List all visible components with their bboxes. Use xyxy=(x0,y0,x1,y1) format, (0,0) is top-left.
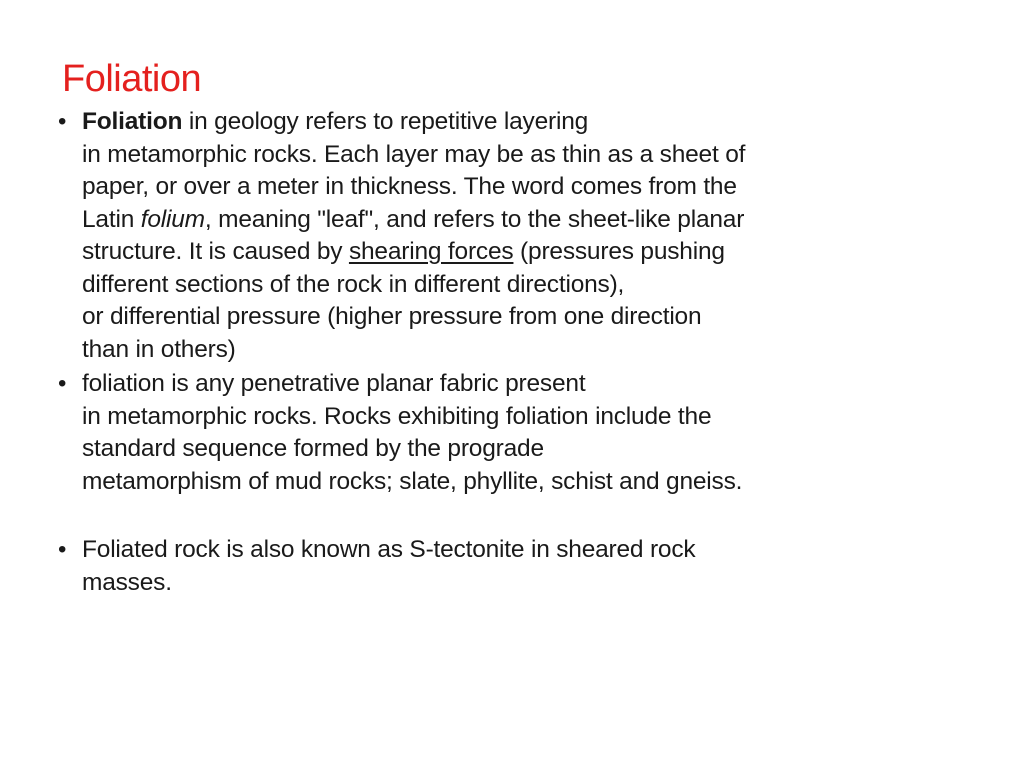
text-span: in geology refers to repetitive layering xyxy=(182,108,589,135)
text-span: structure. It is caused by xyxy=(82,238,349,265)
bullet-list xyxy=(58,106,978,599)
text-line: masses. xyxy=(82,568,172,596)
bullet-dot: • xyxy=(58,536,67,563)
text-line xyxy=(82,236,978,269)
text-line xyxy=(82,106,978,139)
text-line: than in others) xyxy=(82,335,236,363)
bullet-item-tectonite xyxy=(58,534,978,599)
text-line: paper, or over a meter in thickness. The word comes from the xyxy=(82,173,737,200)
text-line: standard sequence formed by the prograde xyxy=(82,435,544,462)
text-line: metamorphism of mud rocks; slate, phyllite, schist and gneiss. xyxy=(82,467,743,495)
text-line: or differential pressure (higher pressure from one direction xyxy=(82,303,702,330)
text-span: , meaning "leaf", and refers to the sheet-like planar xyxy=(204,205,745,233)
text-line: different sections of the rock in different directions), xyxy=(82,270,625,298)
bold-term: Foliation xyxy=(82,108,183,135)
underlined-term: shearing forces xyxy=(348,238,514,265)
slide-title: Foliation xyxy=(62,58,202,101)
italic-term: folium xyxy=(140,205,205,233)
bullet-dot: • xyxy=(58,370,67,397)
text-line: in metamorphic rocks. Rocks exhibiting foliation include the xyxy=(82,402,712,430)
text-line: foliation is any penetrative planar fabric present xyxy=(82,370,586,397)
bullet-dot: • xyxy=(58,108,67,135)
bullet-item-fabric xyxy=(58,368,978,498)
text-line: in metamorphic rocks. Each layer may be as thin as a sheet of xyxy=(82,140,746,168)
text-span: Latin xyxy=(82,205,141,233)
text-span: (pressures pushing xyxy=(513,238,725,265)
text-line: Foliated rock is also known as S-tectonite in sheared rock xyxy=(82,536,696,563)
text-line xyxy=(82,204,978,237)
bullet-item-definition xyxy=(58,106,978,366)
